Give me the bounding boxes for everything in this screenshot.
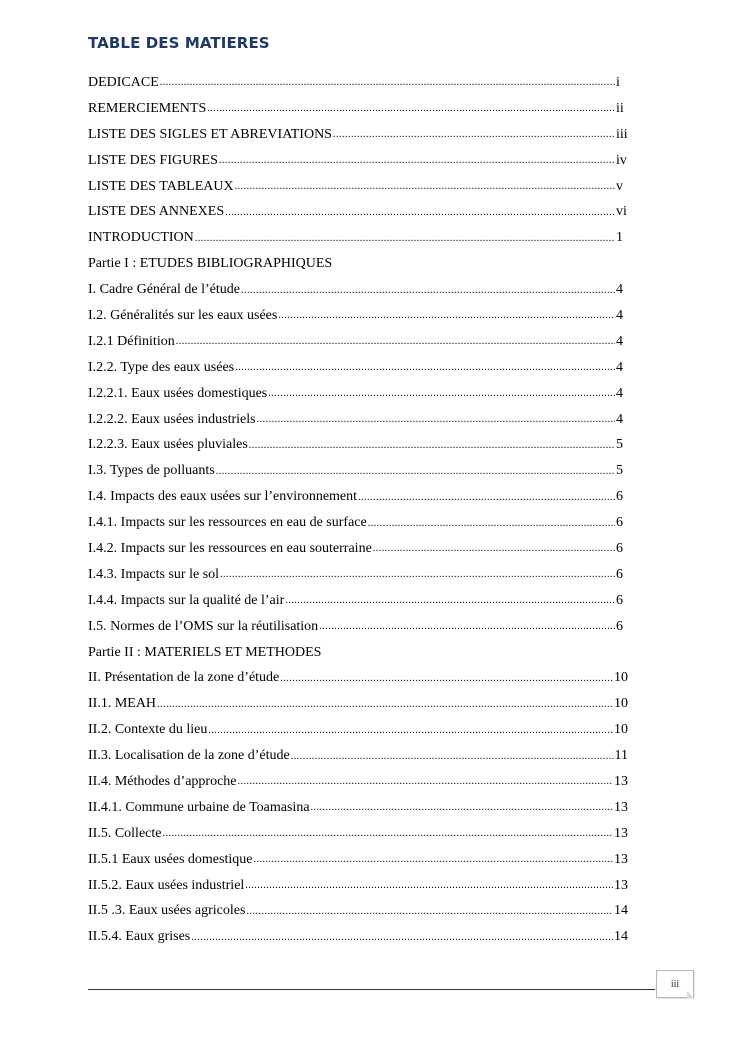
toc-entry-label: II.5.2. Eaux usées industriel [88,877,245,893]
toc-entry-page: 6 [616,515,623,531]
toc-leader-dots [268,385,615,402]
toc-entry-label: LISTE DES FIGURES [88,152,218,168]
toc-entry-page: 4 [616,307,623,323]
toc-leader-dots [208,722,613,739]
toc-entry [88,484,628,510]
toc-entry-label: LISTE DES SIGLES ET ABREVIATIONS [88,126,332,142]
toc-entry-label: II.5 .3. Eaux usées agricoles [88,903,246,919]
toc-entry-label: II.3. Localisation de la zone d’étude [88,748,290,764]
toc-entry [88,458,628,484]
toc-entry [88,199,628,225]
toc-leader-dots [176,333,615,350]
toc-entry-label: REMERCIEMENTS [88,100,207,116]
toc-leader-dots [238,773,613,790]
toc-leader-dots [368,515,615,532]
toc-entry-label: I.2. Généralités sur les eaux usées [88,307,278,323]
toc-entry-label: Partie I : ETUDES BIBLIOGRAPHIQUES [88,256,333,272]
toc-entry-label: LISTE DES TABLEAUX [88,178,234,194]
toc-entry-label: I. Cadre Général de l’étude [88,282,240,298]
toc-leader-dots [191,929,613,946]
toc-entry [88,225,628,251]
toc-entry-label: I.4.4. Impacts sur la qualité de l’air [88,592,285,608]
toc-entry-page: 13 [614,851,628,867]
toc-leader-dots [220,566,615,583]
toc-entry-page: 13 [614,773,628,789]
page-number-badge: iii [656,970,694,998]
toc-leader-dots [249,437,615,454]
toc-leader-dots [225,204,615,221]
toc-entry [88,899,628,925]
toc-entry-page: 10 [614,696,628,712]
toc-leader-dots [219,152,615,169]
toc-entry-label: Partie II : MATERIELS ET METHODES [88,644,322,660]
toc-entry [88,303,628,329]
toc-entry-label: II.5.1 Eaux usées domestique [88,851,253,867]
toc-leader-dots [246,903,613,920]
toc-leader-dots [291,748,614,765]
toc-entry-page: 13 [614,825,628,841]
toc-entry [88,174,628,200]
toc-entry [88,743,628,769]
toc-entry-page: v [616,178,623,194]
toc-entry-label: I.2.2. Type des eaux usées [88,359,235,375]
toc-entry-label: DEDICACE [88,74,159,90]
toc-leader-dots [333,126,615,143]
toc-entry-page: 4 [616,411,623,427]
toc-entry [88,122,628,148]
toc-entry-page: 5 [616,437,623,453]
toc-entry [88,407,628,433]
toc-entry-label: I.5. Normes de l’OMS sur la réutilisation [88,618,319,634]
toc-entry-page: 4 [616,385,623,401]
toc-leader-dots [319,618,615,635]
toc-leader-dots [195,230,615,247]
toc-list [88,70,628,950]
toc-entry-page: 13 [614,877,628,893]
toc-leader-dots [253,851,613,868]
toc-entry-page: iii [616,126,628,142]
toc-section-heading [88,251,628,277]
toc-entry-label: II.5. Collecte [88,825,162,841]
toc-entry-page: 1 [616,230,623,246]
toc-entry-label: II.5.4. Eaux grises [88,929,191,945]
toc-leader-dots [373,540,615,557]
toc-entry-page: 14 [614,903,628,919]
toc-leader-dots [245,877,613,894]
toc-entry-page: 5 [616,463,623,479]
toc-entry-page: 10 [614,722,628,738]
toc-entry-label: I.4.1. Impacts sur les ressources en eau de surface [88,515,367,531]
toc-title: TABLE DES MATIERES [88,34,270,52]
toc-entry-label: I.2.2.1. Eaux usées domestiques [88,385,268,401]
toc-leader-dots [280,670,613,687]
toc-entry-label: II.2. Contexte du lieu [88,722,208,738]
toc-entry [88,717,628,743]
toc-entry [88,795,628,821]
toc-entry-page: 6 [616,566,623,582]
toc-entry-label: II.1. MEAH [88,696,157,712]
toc-entry [88,873,628,899]
footer-rule [88,989,655,990]
toc-leader-dots [162,825,613,842]
toc-entry-page: 4 [616,359,623,375]
toc-leader-dots [235,359,615,376]
toc-entry [88,148,628,174]
toc-entry [88,588,628,614]
toc-leader-dots [358,489,615,506]
toc-entry-page: vi [616,204,627,220]
toc-entry-page: 4 [616,333,623,349]
toc-leader-dots [157,696,613,713]
toc-entry [88,355,628,381]
toc-leader-dots [311,799,613,816]
toc-leader-dots [257,411,615,428]
toc-entry-label: I.2.1 Définition [88,333,175,349]
toc-section-heading [88,640,628,666]
toc-entry-label: LISTE DES ANNEXES [88,204,225,220]
toc-entry [88,329,628,355]
toc-entry [88,769,628,795]
toc-entry [88,536,628,562]
toc-entry-page: 6 [616,489,623,505]
toc-entry-label: I.2.2.2. Eaux usées industriels [88,411,256,427]
toc-entry-page: i [616,74,620,90]
toc-entry-page: ii [616,100,624,116]
toc-entry-label: I.3. Types de polluants [88,463,215,479]
toc-entry-label: II.4.1. Commune urbaine de Toamasina [88,799,310,815]
toc-entry-page: 6 [616,618,623,634]
toc-entry-label: II.4. Méthodes d’approche [88,773,237,789]
toc-leader-dots [285,592,615,609]
toc-entry-label: II. Présentation de la zone d’étude [88,670,280,686]
toc-entry [88,96,628,122]
toc-entry [88,510,628,536]
toc-entry [88,691,628,717]
toc-entry [88,432,628,458]
toc-entry-label: I.4.2. Impacts sur les ressources en eau souterraine [88,540,372,556]
toc-entry-page: 6 [616,592,623,608]
toc-entry-page: 13 [614,799,628,815]
toc-entry-label: I.4. Impacts des eaux usées sur l’environnement [88,489,358,505]
toc-leader-dots [241,282,615,299]
toc-entry-page: iv [616,152,627,168]
toc-entry-page: 10 [614,670,628,686]
toc-leader-dots [278,307,615,324]
toc-entry-label: I.4.3. Impacts sur le sol [88,566,220,582]
toc-entry-page: 14 [614,929,628,945]
toc-entry [88,847,628,873]
toc-entry [88,665,628,691]
toc-entry [88,562,628,588]
toc-entry-page: 6 [616,540,623,556]
toc-entry [88,821,628,847]
toc-entry [88,924,628,950]
toc-entry-label: INTRODUCTION [88,230,194,246]
toc-leader-dots [160,74,615,91]
toc-leader-dots [216,463,615,480]
toc-leader-dots [235,178,615,195]
toc-entry-label: I.2.2.3. Eaux usées pluviales [88,437,248,453]
toc-entry [88,614,628,640]
toc-entry [88,277,628,303]
toc-leader-dots [207,100,615,117]
toc-entry [88,70,628,96]
toc-entry [88,381,628,407]
toc-entry-page: 11 [614,748,628,764]
toc-entry-page: 4 [616,282,623,298]
